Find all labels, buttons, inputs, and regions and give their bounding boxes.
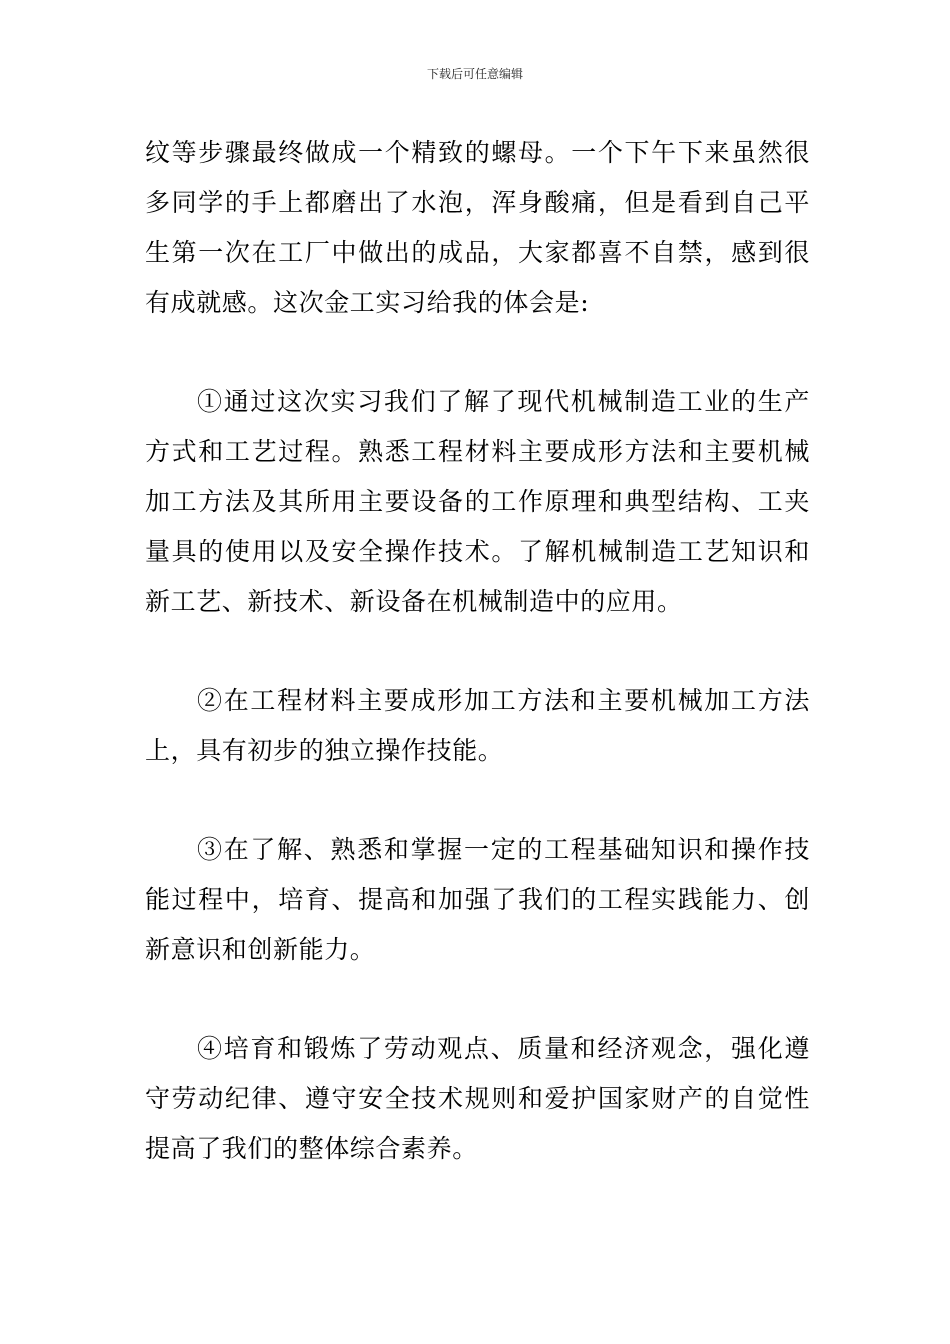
page-header-note: 下载后可任意编辑 (426, 67, 523, 81)
document-body (145, 128, 810, 1174)
paragraph-point-1: ①通过这次实习我们了解了现代机械制造工业的生产方式和工艺过程。熟悉工程材料主要成形方法和主要机械加工方法及其所用主要设备的工作原理和典型结构、工夹量具的使用以及安全操作技术。了解机械制造工艺知识和新工艺、新技术、新设备在机械制造中的应用。 (145, 387, 810, 616)
paragraph-continuation: 纹等步骤最终做成一个精致的螺母。一个下午下来虽然很多同学的手上都磨出了水泡，浑身酸痛，但是看到自己平生第一次在工厂中做出的成品，大家都喜不自禁，感到很有成就感。这次金工实习给我的体会是: (145, 138, 810, 317)
paragraph-point-4: ④培育和锻炼了劳动观点、质量和经济观念，强化遵守劳动纪律、遵守安全技术规则和爱护国家财产的自觉性提高了我们的整体综合素养。 (145, 1034, 810, 1163)
paragraph-point-3: ③在了解、熟悉和掌握一定的工程基础知识和操作技能过程中，培育、提高和加强了我们的工程实践能力、创新意识和创新能力。 (145, 835, 810, 964)
paragraph-point-2: ②在工程材料主要成形加工方法和主要机械加工方法上，具有初步的独立操作技能。 (145, 686, 810, 765)
